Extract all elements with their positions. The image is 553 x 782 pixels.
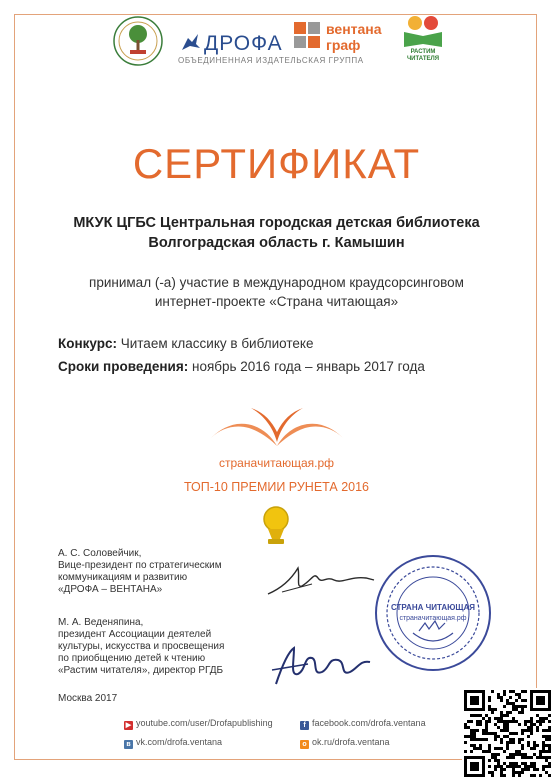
footer-ok[interactable] (300, 737, 390, 749)
signature1-image (262, 558, 382, 600)
organization (0, 213, 553, 253)
rastim-logo (402, 14, 444, 62)
ventana-line2: граф (326, 37, 361, 53)
signer2-title3: по приобщению детей к чтению (58, 653, 206, 664)
stamp-center-line2: странaчитающая.рф (399, 615, 467, 622)
signer2-title4: «Растим читателя», директор РГДБ (58, 665, 224, 676)
children-book-icon (402, 14, 444, 48)
youtube-icon: ▶ (125, 722, 132, 729)
period-label: Сроки проведения: (58, 359, 189, 374)
ok-icon: o (300, 740, 309, 749)
contest-value: Читаем классику в библиотеке (116, 336, 314, 351)
facebook-link[interactable]: facebook.com/drofa.ventana (312, 718, 426, 728)
ventana-line1: вентана (326, 21, 382, 37)
signature2-image (268, 640, 378, 692)
participation-line2: интернет-проекте «Страна читающая» (154, 294, 399, 309)
logos-header (0, 14, 553, 84)
qr-code-image (462, 688, 552, 777)
period-value: ноябрь 2016 года – январь 2017 года (188, 359, 425, 374)
city-year: Москва 2017 (58, 693, 118, 704)
ornament-icon (207, 402, 347, 450)
youtube-link[interactable]: youtube.com/user/Drofapublishing (136, 718, 273, 728)
project-stamp (373, 553, 493, 673)
footer-vk[interactable] (124, 737, 222, 749)
signer1-title1: Вице-президент по стратегическим (58, 560, 222, 571)
signer2-name: М. А. Веденяпина, (58, 617, 144, 628)
qr-code (462, 688, 552, 777)
organization-line2: Волгоградская область г. Камышин (148, 235, 405, 251)
project-site-link[interactable]: странaчитающая.рф (218, 456, 335, 470)
period-row (58, 359, 425, 374)
vk-link[interactable]: vk.com/drofa.ventana (136, 737, 223, 747)
drofa-wordmark: ДРОФА (204, 32, 283, 55)
signer2-title1: президент Ассоциации деятелей (58, 629, 212, 640)
signer1-title2: коммуникациям и развитию (58, 572, 188, 583)
organization-line1: МКУК ЦГБС Центральная городская детская библиотека (73, 215, 480, 231)
facebook-icon: f (300, 721, 309, 730)
award-text: ТОП-10 ПРЕМИИ РУНЕТА 2016 (183, 480, 370, 494)
contest-row (58, 336, 313, 351)
runet-award-icon (256, 505, 296, 547)
vk-icon: в (124, 740, 133, 749)
signer2-title2: культуры, искусства и просвещения (58, 641, 225, 652)
signer1-title3: «ДРОФА – ВЕНТАНА» (58, 584, 163, 595)
certificate-title: СЕРТИФИКАТ (132, 140, 421, 187)
ventana-icon (292, 20, 322, 50)
signer1-block (58, 548, 222, 596)
footer-facebook[interactable] (300, 718, 426, 730)
national-program-logo (112, 14, 164, 70)
rastim-line2: ЧИТАТЕЛЯ (406, 56, 440, 62)
group-caption: ОБЪЕДИНЕННАЯ ИЗДАТЕЛЬСКАЯ ГРУППА (178, 56, 364, 65)
signer1-name: А. С. Соловейчик, (58, 548, 142, 559)
participation-line1: принимал (-а) участие в международном краудсорсинговом (89, 275, 464, 290)
contest-label: Конкурс: (58, 336, 117, 351)
footer-youtube[interactable] (124, 718, 273, 730)
ventana-logo (292, 16, 382, 56)
bird-icon (178, 30, 204, 56)
ok-link[interactable]: ok.ru/drofa.ventana (312, 737, 390, 747)
stamp-center-line1: СТРАНА ЧИТАЮЩАЯ (390, 603, 476, 612)
rastim-line1: РАСТИМ (410, 49, 436, 55)
signer2-block (58, 617, 224, 677)
participation-text (0, 273, 553, 311)
